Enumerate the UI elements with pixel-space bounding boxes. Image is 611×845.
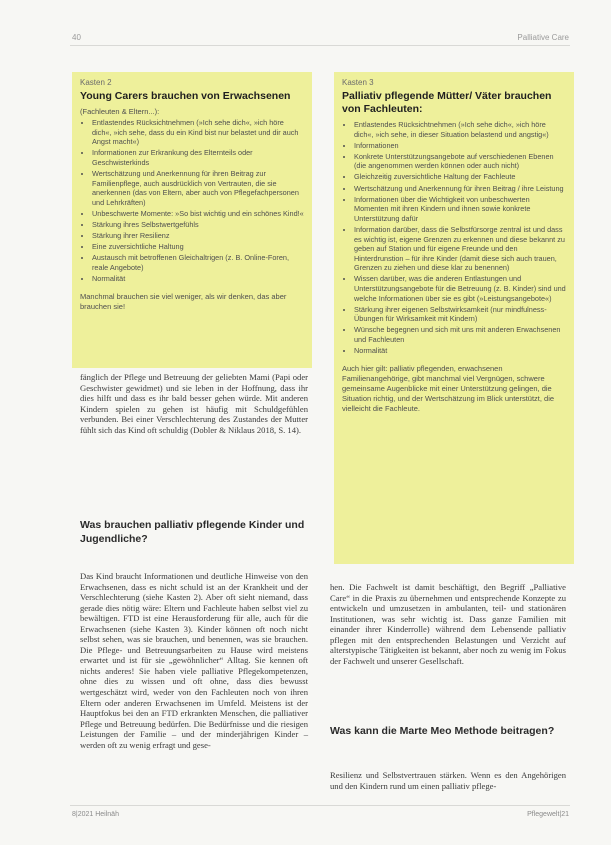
info-box-3 [334,72,574,564]
footer-right: Pflegewelt|21 [527,811,569,818]
list-item: • Normalität [92,274,304,284]
box-list [342,120,566,356]
box-label: Kasten 2 [80,78,112,87]
body-paragraph: hen. Die Fachwelt ist damit beschäftigt, den Begriff „Palliative Care“ in die Praxis zu übernehmen und entsprechende Konzepte zu entwickeln und umzusetzen in ambulanten, teil- und stationären Institutionen, was sehr wichtig ist. Dass ganze Familien mit einander ihrer Kinderrolle) während dem Lebensende palliativ pflegen mit den entsprechenden Belastungen und Verzicht auf alterstypische Tätigkeiten ist bekannt, aber noch zu wenig im Fokus der Fachwelt und unserer Gesellschaft. [330,582,566,666]
box-outro: Manchmal brauchen sie viel weniger, als wir denken, das aber brauchen sie! [80,291,287,311]
box-intro: (Fachleuten & Eltern...): [80,107,160,116]
list-item: • Stärkung ihrer Resilienz [92,231,304,241]
list-item: • Normalität [354,346,566,356]
page-number: 40 [72,33,81,42]
list-item: • Wünsche begegnen und sich mit uns mit anderen Erwachsenen und Fachleuten [354,325,566,344]
running-header: Palliative Care [517,33,569,42]
section-heading: Was brauchen palliativ pflegende Kinder und Jugendliche? [80,519,305,545]
list-item: • Stärkung ihrer eigenen Selbstwirksamkeit (nur mindfulness-Übungen für Wirksamkeit mit Kindern) [354,305,566,324]
section-heading: Was kann die Marte Meo Methode beitragen? [330,725,555,737]
body-paragraph: fänglich der Pflege und Betreuung der geliebten Mami (Papi oder Geschwister gewidmet) und sie leben in der Hoffnung, dass ihr dies hilft und dass es ihr bald besser gehen würde. Mit anderen Kindern spielen zu gehen ist häufig mit Schuldgefühlen verbunden. Bei einer Verschlechterung des Zustandes der Mutter fühlt sich das Kind oft schuldig (Dobler & Niklaus 2018, S. 14). [80,372,308,435]
info-box-2 [72,72,312,368]
list-item: • Konkrete Unterstützungsangebote auf verschiedenen Ebenen (die angenommen werden können oder auch nicht) [354,152,566,171]
list-item: • Eine zuversichtliche Haltung [92,242,304,252]
footer-left: 8|2021 Heilnäh [72,811,119,818]
list-item: • Austausch mit betroffenen Gleichaltrigen (z. B. Online-Foren, reale Angebote) [92,253,304,272]
list-item: • Wertschätzung und Anerkennung für ihren Beitrag zur Familienpflege, auch ausdrücklich von Vertrauten, die sie anerkennen (das von Eltern, aber auch von Pflegefachpersonen und Lehrkräften) [92,169,304,207]
list-item: • Wertschätzung und Anerkennung für ihren Beitrag / ihre Leistung [354,184,566,194]
body-paragraph: Das Kind braucht Informationen und deutliche Hinweise von den Erwachsenen, dass es nicht schuld ist an der Krankheit und der Verschlechterung (siehe Kasten 2). Aber oft sieht niemand, dass gerade dies nötig wäre: Eltern und Fachleute haben selbst viel zu bewältigen. FTD ist eine Herausforderung für alle, auch für die Erwachsenen (siehe Kasten 3). Kinder können oft noch nicht selbst sehen, was sie brauchen, und benennen, was sie brauchen. Die Pflege- und Betreuungsarbeiten zu Hause wird meistens erwartet und ist für sie „gewöhnlicher“ Alltag. Sie kennen oft nichts anderes! Sie haben viele palliative Pflegekompetenzen, ohne dies zu wissen und oft ohne, dass dies bewusst wertgeschätzt wird, weder von den Fachleuten noch von ihren Eltern oder anderen Erwachsenen im Umfeld. Meistens ist der Hauptfokus bei den an FTD erkrankten Menschen, die palliativer Pflege und Betreuung bedürfen. Die Bedürfnisse und die riesigen Leistungen der Familie – und der minderjährigen Kinder – werden oft zu wenig erfragt und gese- [80,571,308,750]
list-item: • Informationen zur Erkrankung des Elternteils oder Geschwisterkinds [92,148,304,167]
footer-rule [70,805,570,806]
box-label: Kasten 3 [342,78,374,87]
box-outro: Auch hier gilt: palliativ pflegenden, erwachsenen Familienangehörige, gibt manchmal viel Vergnügen, schwere gemeinsame Augenblicke mit einer Unterstützung gelingen, die Situation richtig, und der Wertschätzung im Blick unterstützt, die vielleicht die Fachleute. [342,363,555,413]
list-item: • Entlastendes Rücksichtnehmen (»Ich sehe dich«, »ich höre dich«, »ich sehe, in dieser Situation belastend und angstig«) [354,120,566,139]
list-item: • Informationen über die Wichtigkeit von unbeschwerten Momenten mit ihren Kindern und ihnen sowie konkrete Unterstützung dafür [354,195,566,224]
list-item: • Informationen [354,141,566,151]
header-rule [70,45,570,46]
box-title: Palliativ pflegende Mütter/ Väter brauchen von Fachleuten: [342,90,552,115]
list-item: • Stärkung ihres Selbstwertgefühls [92,220,304,230]
list-item: • Information darüber, dass die Selbstfürsorge zentral ist und dass es wichtig ist, eigene Grenzen zu erkennen und diese bekannt zu geben auf Station und für eigene Freunde und den Hinterdrunstion – für ihre Kinder (damit diese sich auch trauen, Grenzen zu ziehen und diese klar zu benennen) [354,225,566,273]
list-item: • Unbeschwerte Momente: »So bist wichtig und ein schönes Kind!« [92,209,304,219]
list-item: • Entlastendes Rücksichtnehmen (»Ich sehe dich«, »ich höre dich«, »ich sehe, dass du ein Kind bist nur belastet und dir auch Angst macht«) [92,118,304,147]
box-list [80,118,304,284]
list-item: • Gleichzeitig zuversichtliche Haltung der Fachleute [354,172,566,182]
list-item: • Wissen darüber, was die anderen Entlastungen und Unterstützungsangebote für die Betreuung (z. B. Kinder) sind und welche Informationen über sie es gibt (»Leistungsangebote«) [354,274,566,303]
box-title: Young Carers brauchen von Erwachsenen [80,90,291,102]
body-paragraph: Resilienz und Selbstvertrauen stärken. Wenn es den Angehörigen und den Kindern rund um einen palliativ pflege- [330,770,566,791]
